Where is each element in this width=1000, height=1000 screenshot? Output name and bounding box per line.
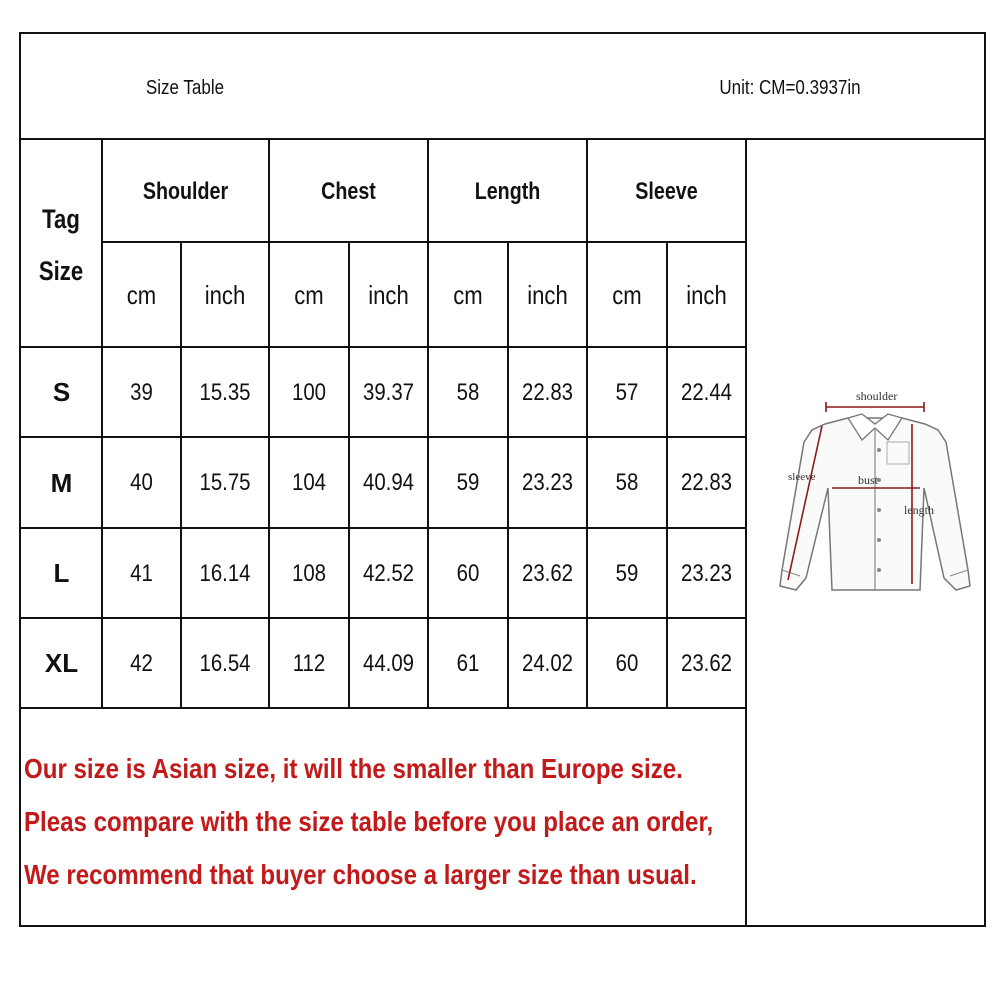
value-cell: 60	[456, 559, 480, 587]
size-cell: S	[52, 377, 71, 407]
tag-size-header	[28, 190, 94, 300]
shoulder-header: Shoulder	[142, 178, 229, 205]
value-cell: 58	[615, 469, 639, 496]
column-divider	[427, 138, 429, 707]
value-cell: 41	[130, 559, 153, 587]
shoulder-label: shoulder	[856, 389, 898, 403]
value-cell: 15.75	[199, 469, 251, 496]
unit-header-shoulder-cm: cm	[126, 279, 157, 310]
value-cell: 60	[615, 649, 639, 677]
value-cell: 23.62	[680, 649, 733, 677]
value-cell: 104	[291, 469, 327, 496]
size-cell: M	[50, 467, 73, 498]
size-note: Our size is Asian size, it will the smaller than Europe size. Pleas compare with the size table before you place an order, We recommend that buyer choose a larger size than usual.	[24, 753, 714, 890]
value-cell: 112	[292, 649, 326, 677]
value-cell: 16.54	[199, 649, 251, 677]
value-cell: 39	[130, 378, 153, 406]
value-cell: 59	[615, 559, 639, 587]
value-cell: 22.83	[521, 378, 574, 406]
value-cell: 100	[291, 378, 327, 406]
value-cell: 40.94	[362, 469, 415, 496]
value-cell: 40	[130, 469, 153, 496]
value-cell: 57	[615, 378, 639, 406]
tag-label: Tag	[42, 204, 80, 234]
size-label: Size	[38, 256, 84, 286]
value-cell: 59	[456, 469, 480, 496]
unit-label: Unit: CM=0.3937in	[719, 76, 861, 99]
value-cell: 42	[130, 649, 153, 677]
unit-header-chest-cm: cm	[294, 279, 324, 310]
bust-label: bust	[858, 473, 879, 487]
unit-header-chest-inch: inch	[368, 279, 409, 310]
column-divider	[586, 138, 588, 707]
diagram-divider	[745, 138, 747, 927]
value-cell: 22.44	[680, 378, 733, 406]
chest-header: Chest	[321, 178, 376, 205]
size-cell: XL	[44, 648, 79, 678]
value-cell: 24.02	[521, 649, 574, 677]
column-divider	[180, 241, 182, 707]
unit-header-sleeve-inch: inch	[686, 279, 727, 310]
value-cell: 15.35	[199, 378, 251, 406]
value-cell: 22.83	[680, 469, 733, 496]
unit-header-length-inch: inch	[527, 279, 568, 310]
column-divider	[268, 138, 270, 707]
sleeve-label: sleeve	[788, 471, 816, 483]
column-divider	[666, 241, 668, 707]
shirt-icon	[770, 380, 980, 610]
unit-header-length-cm: cm	[453, 279, 483, 310]
value-cell: 58	[456, 378, 480, 406]
unit-header-shoulder-inch: inch	[204, 279, 246, 310]
value-cell: 16.14	[199, 559, 251, 587]
column-divider	[507, 241, 509, 707]
value-cell: 42.52	[362, 559, 415, 587]
header-divider	[19, 138, 986, 140]
value-cell: 44.09	[362, 649, 415, 677]
value-cell: 23.62	[521, 559, 574, 587]
column-divider	[348, 241, 350, 707]
size-cell: L	[53, 558, 70, 588]
unit-header-sleeve-cm: cm	[612, 279, 642, 310]
value-cell: 108	[291, 559, 327, 587]
size-table-title: Size Table	[145, 76, 225, 99]
length-header: Length	[474, 178, 541, 205]
value-cell: 39.37	[362, 378, 415, 406]
value-cell: 23.23	[680, 559, 733, 587]
length-label: length	[904, 503, 934, 517]
shirt-measurement-diagram	[770, 380, 980, 610]
value-cell: 23.23	[521, 469, 574, 496]
value-cell: 61	[456, 649, 480, 677]
sleeve-header: Sleeve	[635, 178, 698, 205]
